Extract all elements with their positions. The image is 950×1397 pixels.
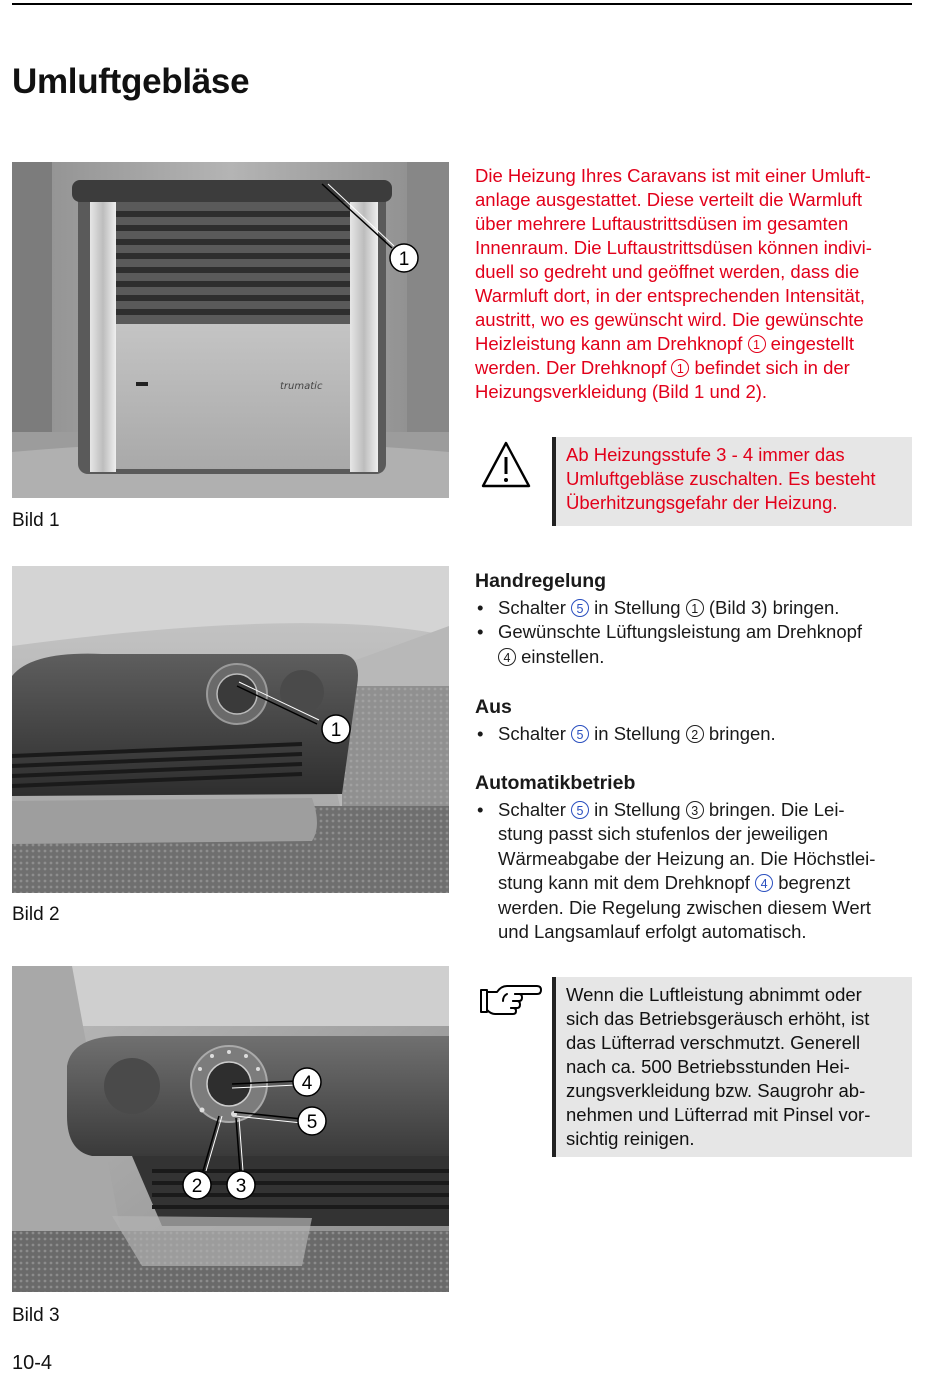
caption-bild2: Bild 2 [12, 904, 60, 925]
callout-2: 2 [191, 1176, 203, 1197]
brand-logo: trumatic [280, 381, 323, 392]
list-item: • Gewünschte Lüftungsleistung am Drehknopf 4 einstellen. [475, 620, 915, 669]
callout-1: 1 [330, 720, 342, 741]
photo-switch-detail [12, 966, 449, 1292]
top-rule [12, 3, 912, 5]
ref-num: 2 [686, 725, 704, 743]
photo-control-knob [12, 566, 449, 893]
callout-1: 1 [398, 249, 410, 270]
pointing-hand-icon [479, 982, 543, 1018]
ref-num: 4 [498, 648, 516, 666]
ref-num: 5 [571, 599, 589, 617]
caption-bild3: Bild 3 [12, 1305, 60, 1326]
ref-num: 5 [571, 725, 589, 743]
ref-num: 1 [686, 599, 704, 617]
intro-paragraph: Die Heizung Ihres Caravans ist mit einer Umluft- anlage ausgestattet. Diese verteilt die Warmluft über mehrere Luftaustrittsdüsen im gesamten Innenraum. Die Luftaustrittsdüsen können indivi- duell so gedreht und geöffnet werden, dass die Warmluft dort, in der entsprechenden Intensität, austritt, wo es gewünscht wird. Die gewünschte Heizleistung kann am Drehknopf 1 eingestellt werden. Der Drehknopf 1 befindet sich in der Heizungsverkleidung (Bild 1 und 2). [475, 165, 872, 402]
ref-num: 1 [671, 359, 689, 377]
warning-triangle-icon [480, 440, 532, 490]
section-handregelung [475, 569, 915, 669]
warning-box: Ab Heizungsstufe 3 - 4 immer das Umluftgebläse zuschalten. Es besteht Überhitzungsgefahr der Heizung. [552, 437, 912, 526]
hint-box: Wenn die Luftleistung abnimmt oder sich das Betriebsgeräusch erhöht, ist das Lüfterrad verschmutzt. Generell nach ca. 500 Betriebsstunden Hei- zungsverkleidung bzw. Saugrohr ab- nehmen und Lüfterrad mit Pinsel vor- sichtig reinigen. [552, 977, 912, 1157]
heading-automatikbetrieb: Automatikbetrieb [475, 772, 636, 794]
section-aus [475, 695, 915, 746]
page-number: 10-4 [12, 1352, 53, 1374]
callout-3: 3 [235, 1176, 247, 1197]
heading-aus: Aus [475, 696, 512, 718]
page-title: Umluftgebläse [12, 62, 250, 101]
ref-num: 3 [686, 801, 704, 819]
ref-num: 4 [755, 874, 773, 892]
caption-bild1: Bild 1 [12, 510, 60, 531]
list-item: • Schalter 5 in Stellung 3 bringen. Die Lei- stung passt sich stufenlos der jeweiligen Wärmeabgabe der Heizung an. Die Höchstlei- stung kann mit dem Drehknopf 4 begrenzt werden. Die Regelung zwischen diesem Wert und Langsamlauf erfolgt automatisch. [475, 798, 915, 945]
list-item: • Schalter 5 in Stellung 2 bringen. [475, 722, 915, 747]
photo-heater-panel [12, 162, 449, 498]
ref-num: 1 [748, 335, 766, 353]
callout-4: 4 [301, 1073, 313, 1094]
callout-5: 5 [306, 1112, 318, 1133]
heading-handregelung: Handregelung [475, 570, 607, 592]
ref-num: 5 [571, 801, 589, 819]
list-item: • Schalter 5 in Stellung 1 (Bild 3) bringen. [475, 596, 915, 621]
section-automatikbetrieb [475, 771, 915, 945]
